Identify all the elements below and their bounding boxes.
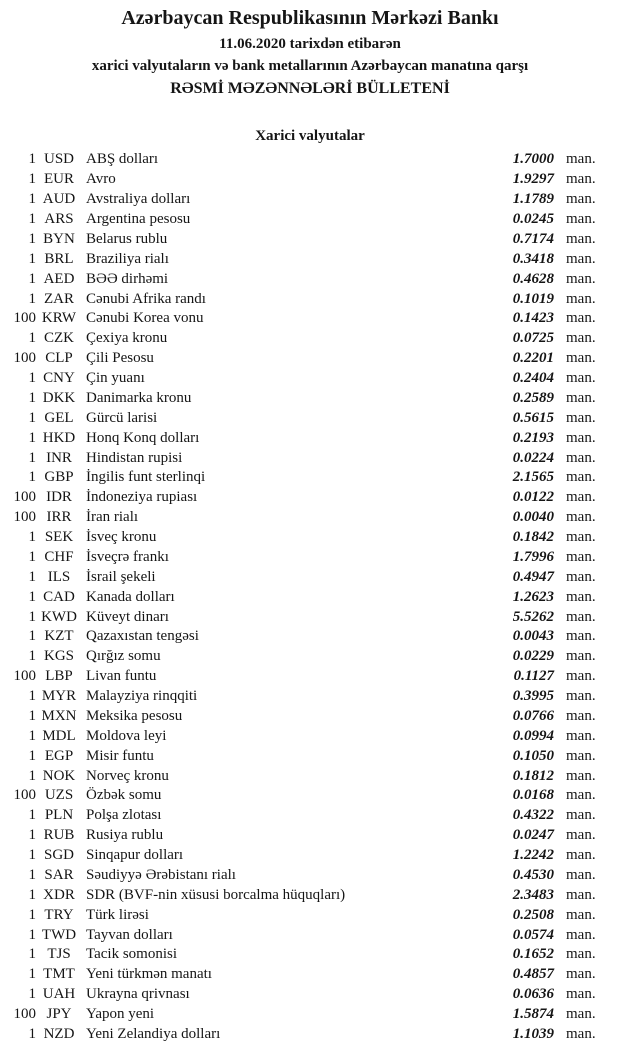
currency-name-cell: Avstraliya dolları [86,191,191,208]
quantity-cell: 1 [28,747,36,764]
rate-value-cell: 0.4322 [512,807,554,824]
currency-code-cell: SEK [44,529,74,546]
currency-code-cell: USD [43,151,74,168]
currency-code-cell: KZT [44,628,74,645]
unit-cell: man. [566,707,596,724]
rate-value-cell: 0.1019 [512,290,554,307]
currency-name-cell: Özbək somu [86,787,162,804]
currency-name-cell: Küveyt dinarı [86,608,169,625]
rate-value-cell: 0.3418 [512,250,554,267]
rate-value-cell: 0.0043 [512,628,554,645]
rate-row [8,448,612,468]
rate-value-cell: 0.0725 [512,330,554,347]
currency-code-cell: IDR [46,489,72,506]
rate-row [8,746,612,766]
unit-cell: man. [566,370,596,387]
quantity-cell: 1 [28,230,36,247]
currency-name-cell: İsveçrə frankı [86,548,169,565]
currency-name-cell: Türk lirəsi [86,906,149,923]
unit-cell: man. [566,1006,596,1023]
currency-code-cell: ZAR [44,290,74,307]
rate-row [8,488,612,508]
unit-cell: man. [566,211,596,228]
rate-value-cell: 2.3483 [512,886,554,903]
currency-code-cell: KGS [43,648,74,665]
rate-value-cell: 0.0040 [512,509,554,526]
unit-cell: man. [566,747,596,764]
currency-name-cell: Yeni Zelandiya dolları [86,1025,221,1042]
currency-name-cell: Danimarka kronu [86,389,192,406]
rate-row [8,965,612,985]
currency-name-cell: Kanada dolları [86,588,175,605]
currency-code-cell: TWD [41,926,77,943]
currency-name-cell: Tacik somonisi [86,946,178,963]
currency-code-cell: BRL [44,250,74,267]
rate-row [8,945,612,965]
currency-name-cell: Qazaxıstan tengəsi [86,628,199,645]
currency-code-cell: UAH [42,986,76,1003]
rate-value-cell: 1.2623 [512,588,554,605]
rate-value-cell: 0.0574 [512,926,554,943]
currency-code-cell: JPY [46,1006,72,1023]
quantity-cell: 100 [13,509,36,526]
rate-row [8,349,612,369]
rate-row [8,170,612,190]
currency-code-cell: ILS [47,568,71,585]
currency-name-cell: Ukrayna qrivnası [86,986,190,1003]
quantity-cell: 1 [28,707,36,724]
currency-code-cell: BYN [43,230,75,247]
currency-name-cell: BƏƏ dirhəmi [86,270,169,287]
currency-code-cell: AUD [42,191,76,208]
currency-code-cell: SGD [43,847,74,864]
quantity-cell: 1 [28,250,36,267]
rate-row [8,230,612,250]
unit-cell: man. [566,191,596,208]
rate-row [8,528,612,548]
quantity-cell: 1 [28,866,36,883]
currency-name-cell: Honq Konq dolları [86,429,200,446]
rate-value-cell: 1.7000 [512,151,554,168]
currency-name-cell: Yapon yeni [86,1006,155,1023]
rate-row [8,210,612,230]
rate-value-cell: 0.0247 [512,827,554,844]
currency-name-cell: Argentina pesosu [86,211,191,228]
rate-value-cell: 1.1039 [512,1025,554,1042]
quantity-cell: 1 [28,548,36,565]
quantity-cell: 100 [13,310,36,327]
quantity-cell: 1 [28,330,36,347]
rate-value-cell: 5.5262 [512,608,554,625]
unit-cell: man. [566,290,596,307]
currency-name-cell: İndoneziya rupiası [86,489,198,506]
rate-value-cell: 0.2404 [512,370,554,387]
rate-value-cell: 0.0994 [512,727,554,744]
currency-name-cell: Tayvan dolları [86,926,173,943]
rate-row [8,726,612,746]
unit-cell: man. [566,529,596,546]
currency-code-cell: KRW [41,310,77,327]
unit-cell: man. [566,827,596,844]
unit-cell: man. [566,230,596,247]
quantity-cell: 1 [28,926,36,943]
quantity-cell: 100 [13,350,36,367]
unit-cell: man. [566,866,596,883]
rate-row [8,309,612,329]
rate-value-cell: 1.5874 [512,1006,554,1023]
currency-name-cell: Çexiya kronu [86,330,168,347]
quantity-cell: 100 [13,1006,36,1023]
section-title-foreign-currencies: Xarici valyutalar [255,128,365,144]
exchange-rates-table [0,150,620,1044]
quantity-cell: 100 [13,787,36,804]
rate-value-cell: 0.1652 [512,946,554,963]
unit-cell: man. [566,688,596,705]
rate-value-cell: 0.0245 [512,211,554,228]
quantity-cell: 1 [28,847,36,864]
quantity-cell: 1 [28,648,36,665]
unit-cell: man. [566,966,596,983]
rate-row [8,150,612,170]
rate-row [8,925,612,945]
unit-cell: man. [566,1025,596,1042]
unit-cell: man. [566,449,596,466]
unit-cell: man. [566,787,596,804]
currency-name-cell: Sinqapur dolları [86,847,184,864]
rate-row [8,1005,612,1025]
rate-row [8,607,612,627]
unit-cell: man. [566,509,596,526]
unit-cell: man. [566,151,596,168]
quantity-cell: 1 [28,429,36,446]
rate-value-cell: 0.0766 [512,707,554,724]
quantity-cell: 1 [28,151,36,168]
unit-cell: man. [566,767,596,784]
rate-value-cell: 0.1842 [512,529,554,546]
rate-value-cell: 1.7996 [512,548,554,565]
rate-value-cell: 1.2242 [512,847,554,864]
currency-code-cell: CAD [43,588,75,605]
unit-cell: man. [566,588,596,605]
currency-code-cell: NOK [42,767,76,784]
quantity-cell: 1 [28,409,36,426]
quantity-cell: 1 [28,191,36,208]
currency-code-cell: TJS [47,946,71,963]
unit-cell: man. [566,409,596,426]
unit-cell: man. [566,270,596,287]
currency-code-cell: SAR [44,866,74,883]
currency-name-cell: İsrail şekeli [86,568,156,585]
currency-name-cell: ABŞ dolları [86,151,159,168]
currency-code-cell: DKK [42,389,76,406]
rate-value-cell: 0.2193 [512,429,554,446]
currency-code-cell: CZK [44,330,74,347]
rate-row [8,1025,612,1045]
currency-name-cell: İngilis funt sterlinqi [86,469,206,486]
bulletin-title: RƏSMİ MƏZƏNNƏLƏRİ BÜLLETENİ [170,80,450,97]
unit-cell: man. [566,648,596,665]
unit-cell: man. [566,986,596,1003]
currency-name-cell: Norveç kronu [86,767,169,784]
rate-row [8,269,612,289]
rate-row [8,786,612,806]
currency-name-cell: Hindistan rupisi [86,449,183,466]
unit-cell: man. [566,668,596,685]
quantity-cell: 1 [28,827,36,844]
rate-row [8,587,612,607]
quantity-cell: 1 [28,946,36,963]
unit-cell: man. [566,171,596,188]
rate-row [8,329,612,349]
quantity-cell: 1 [28,986,36,1003]
currency-code-cell: CLP [45,350,73,367]
rate-row [8,826,612,846]
currency-code-cell: INR [46,449,72,466]
unit-cell: man. [566,310,596,327]
quantity-cell: 1 [28,568,36,585]
rate-value-cell: 0.2201 [512,350,554,367]
currency-name-cell: Belarus rublu [86,230,168,247]
currency-code-cell: GEL [44,409,74,426]
currency-name-cell: Misir funtu [86,747,154,764]
quantity-cell: 1 [28,608,36,625]
quantity-cell: 1 [28,767,36,784]
currency-code-cell: EUR [44,171,74,188]
quantity-cell: 1 [28,449,36,466]
unit-cell: man. [566,489,596,506]
currency-code-cell: ARS [44,211,74,228]
rate-row [8,567,612,587]
quantity-cell: 1 [28,171,36,188]
currency-name-cell: Gürcü larisi [86,409,158,426]
rate-row [8,389,612,409]
quantity-cell: 1 [28,270,36,287]
unit-cell: man. [566,330,596,347]
rate-row [8,627,612,647]
currency-code-cell: XDR [43,886,75,903]
rate-value-cell: 0.4628 [512,270,554,287]
rate-value-cell: 0.0229 [512,648,554,665]
currency-name-cell: Cənubi Korea vonu [86,310,204,327]
quantity-cell: 1 [28,688,36,705]
quantity-cell: 1 [28,628,36,645]
quantity-cell: 1 [28,966,36,983]
rate-row [8,190,612,210]
quantity-cell: 1 [28,807,36,824]
rate-row [8,707,612,727]
bulletin-subtitle: xarici valyutaların və bank metallarının Azərbaycan manatına qarşı [91,58,529,74]
quantity-cell: 1 [28,370,36,387]
rate-value-cell: 0.1812 [512,767,554,784]
quantity-cell: 1 [28,290,36,307]
quantity-cell: 1 [28,389,36,406]
rate-value-cell: 2.1565 [512,469,554,486]
unit-cell: man. [566,429,596,446]
currency-code-cell: TMT [43,966,75,983]
unit-cell: man. [566,568,596,585]
rate-value-cell: 0.1050 [512,747,554,764]
currency-name-cell: Rusiya rublu [86,827,164,844]
currency-code-cell: TRY [44,906,74,923]
currency-code-cell: CNY [43,370,75,387]
currency-name-cell: SDR (BVF-nin xüsusi borcalma hüquqları) [86,886,346,903]
quantity-cell: 1 [28,1025,36,1042]
rate-value-cell: 0.2589 [512,389,554,406]
currency-name-cell: Avro [86,171,116,188]
rate-value-cell: 0.1423 [512,310,554,327]
rate-row [8,428,612,448]
rate-value-cell: 1.9297 [512,171,554,188]
currency-code-cell: GBP [44,469,74,486]
unit-cell: man. [566,250,596,267]
unit-cell: man. [566,350,596,367]
rate-row [8,468,612,488]
currency-code-cell: CHF [44,548,74,565]
bulletin-header [0,0,620,99]
rate-value-cell: 0.0168 [512,787,554,804]
currency-name-cell: Çili Pesosu [86,350,154,367]
rate-row [8,548,612,568]
currency-name-cell: Moldova leyi [86,727,167,744]
quantity-cell: 1 [28,886,36,903]
currency-name-cell: Malayziya rinqqiti [86,688,198,705]
rate-row [8,408,612,428]
rate-row [8,508,612,528]
currency-code-cell: EGP [44,747,74,764]
rate-value-cell: 0.0224 [512,449,554,466]
quantity-cell: 100 [13,668,36,685]
rate-row [8,885,612,905]
currency-name-cell: Qırğız somu [86,648,161,665]
quantity-cell: 1 [28,727,36,744]
currency-name-cell: Braziliya rialı [86,250,169,267]
currency-code-cell: HKD [42,429,76,446]
unit-cell: man. [566,608,596,625]
unit-cell: man. [566,548,596,565]
currency-name-cell: Meksika pesosu [86,707,183,724]
rate-row [8,866,612,886]
unit-cell: man. [566,926,596,943]
unit-cell: man. [566,469,596,486]
rate-row [8,905,612,925]
currency-code-cell: MXN [41,707,77,724]
currency-name-cell: Çin yuanı [86,370,145,387]
currency-name-cell: Səudiyyə Ərəbistanı rialı [86,866,236,883]
rate-row [8,249,612,269]
currency-code-cell: IRR [46,509,72,526]
bank-name-title: Azərbaycan Respublikasının Mərkəzi Bankı [121,7,499,29]
effective-date-line: 11.06.2020 tarixdən etibarən [219,36,401,52]
currency-name-cell: Livan funtu [86,668,157,685]
rate-row [8,667,612,687]
currency-code-cell: UZS [44,787,74,804]
rate-row [8,289,612,309]
unit-cell: man. [566,389,596,406]
rate-value-cell: 0.4530 [512,866,554,883]
rate-value-cell: 0.3995 [512,688,554,705]
unit-cell: man. [566,886,596,903]
currency-code-cell: MYR [41,688,77,705]
unit-cell: man. [566,946,596,963]
rate-value-cell: 0.0636 [512,986,554,1003]
currency-name-cell: Yeni türkmən manatı [86,966,212,983]
rate-value-cell: 0.1127 [513,668,554,685]
quantity-cell: 1 [28,469,36,486]
currency-code-cell: LBP [45,668,73,685]
currency-code-cell: RUB [43,827,75,844]
rate-value-cell: 1.1789 [512,191,554,208]
unit-cell: man. [566,906,596,923]
rate-value-cell: 0.4857 [512,966,554,983]
currency-code-cell: NZD [43,1025,75,1042]
currency-name-cell: İsveç kronu [86,529,157,546]
rate-value-cell: 0.2508 [512,906,554,923]
rate-row [8,846,612,866]
currency-code-cell: PLN [44,807,74,824]
quantity-cell: 1 [28,211,36,228]
unit-cell: man. [566,727,596,744]
rate-row [8,766,612,786]
rate-row [8,687,612,707]
rate-value-cell: 0.4947 [512,568,554,585]
currency-name-cell: Polşa zlotası [86,807,162,824]
quantity-cell: 100 [13,489,36,506]
unit-cell: man. [566,807,596,824]
quantity-cell: 1 [28,906,36,923]
rate-row [8,985,612,1005]
unit-cell: man. [566,628,596,645]
quantity-cell: 1 [28,529,36,546]
rate-value-cell: 0.7174 [512,230,554,247]
currency-code-cell: AED [43,270,75,287]
rate-row [8,647,612,667]
rate-row [8,369,612,389]
rate-value-cell: 0.0122 [512,489,554,506]
currency-name-cell: Cənubi Afrika randı [86,290,206,307]
rate-row [8,806,612,826]
unit-cell: man. [566,847,596,864]
currency-code-cell: MDL [42,727,76,744]
quantity-cell: 1 [28,588,36,605]
currency-name-cell: İran rialı [86,509,139,526]
currency-code-cell: KWD [41,608,77,625]
rate-value-cell: 0.5615 [512,409,554,426]
